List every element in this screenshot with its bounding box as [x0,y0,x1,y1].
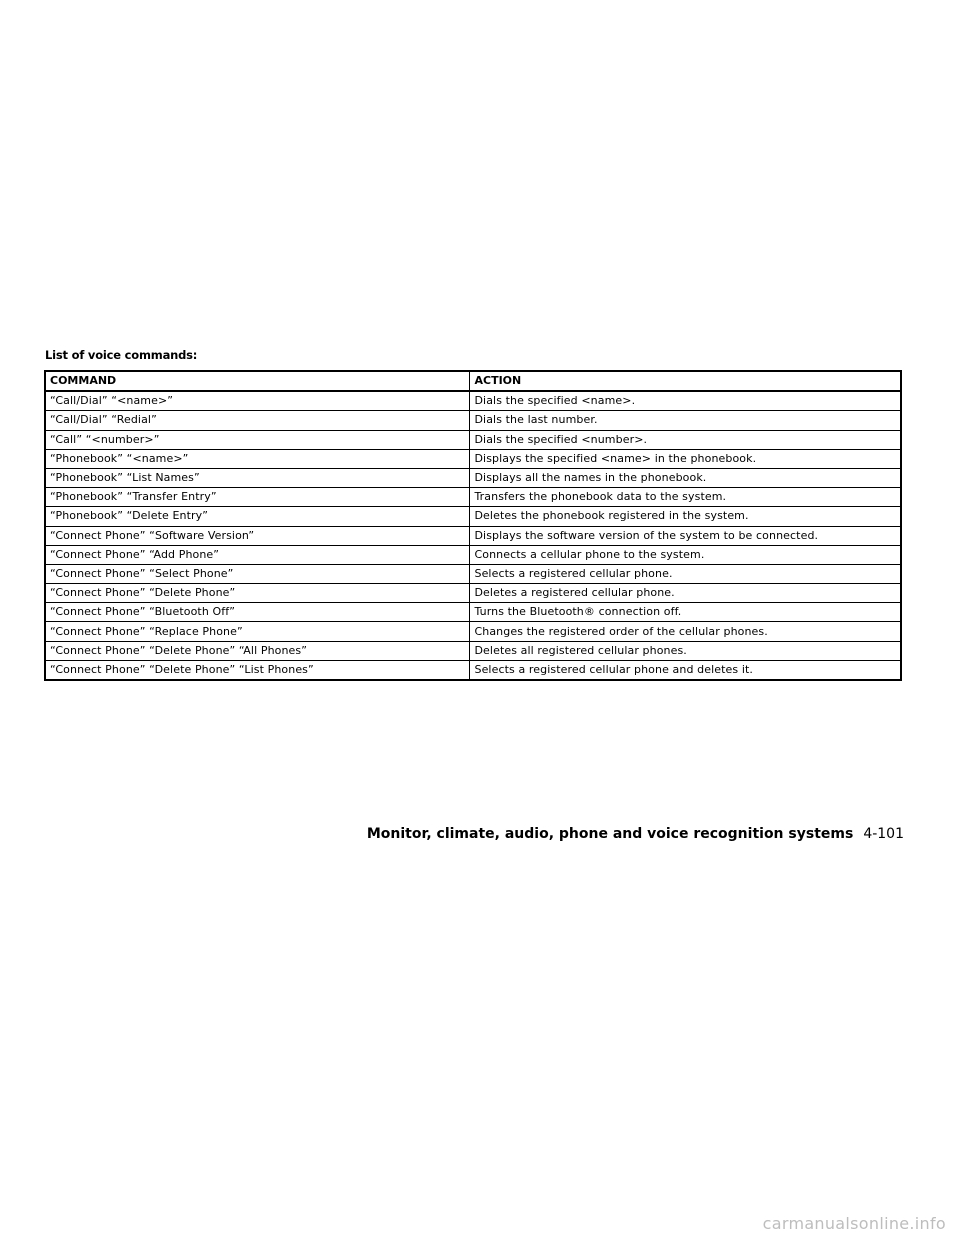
action-cell: Transfers the phonebook data to the system. [470,488,901,507]
table-row [45,391,901,411]
command-cell: “Call/Dial” “Redial” [45,411,470,430]
section-title: List of voice commands: [45,348,198,362]
action-cell: Turns the Bluetooth® connection off. [470,603,901,622]
table-row [45,641,901,660]
action-cell: Changes the registered order of the cellular phones. [470,622,901,641]
command-cell: “Connect Phone” “Bluetooth Off” [45,603,470,622]
command-cell: “Connect Phone” “Delete Phone” “All Phones” [45,641,470,660]
action-cell: Selects a registered cellular phone. [470,564,901,583]
action-cell: Displays all the names in the phonebook. [470,468,901,487]
table-row [45,449,901,468]
action-cell: Dials the specified <name>. [470,391,901,411]
table-row [45,507,901,526]
command-cell: “Phonebook” “Delete Entry” [45,507,470,526]
column-header-command: COMMAND [45,371,470,391]
table-row [45,660,901,680]
chapter-title: Monitor, climate, audio, phone and voice recognition systems [366,826,854,842]
table-header-row [45,371,901,391]
action-cell: Selects a registered cellular phone and deletes it. [470,660,901,680]
action-cell: Deletes all registered cellular phones. [470,641,901,660]
action-cell: Displays the software version of the system to be connected. [470,526,901,545]
action-cell: Dials the specified <number>. [470,430,901,449]
command-cell: “Connect Phone” “Delete Phone” [45,584,470,603]
table-body [45,391,901,680]
table-row [45,411,901,430]
action-cell: Connects a cellular phone to the system. [470,545,901,564]
command-cell: “Connect Phone” “Select Phone” [45,564,470,583]
command-cell: “Call” “<number>” [45,430,470,449]
command-cell: “Phonebook” “<name>” [45,449,470,468]
column-header-action: ACTION [470,371,901,391]
action-cell: Deletes the phonebook registered in the system. [470,507,901,526]
page-number: 4-101 [863,826,904,842]
watermark: carmanualsonline.info [762,1214,946,1233]
page-footer [367,826,904,842]
voice-commands-table [44,370,902,681]
table-row [45,564,901,583]
table-row [45,545,901,564]
action-cell: Dials the last number. [470,411,901,430]
command-cell: “Phonebook” “List Names” [45,468,470,487]
command-cell: “Connect Phone” “Replace Phone” [45,622,470,641]
table-row [45,430,901,449]
table-row [45,603,901,622]
action-cell: Deletes a registered cellular phone. [470,584,901,603]
table-row [45,526,901,545]
table-row [45,488,901,507]
command-cell: “Phonebook” “Transfer Entry” [45,488,470,507]
command-cell: “Connect Phone” “Delete Phone” “List Phones” [45,660,470,680]
command-cell: “Call/Dial” “<name>” [45,391,470,411]
action-cell: Displays the specified <name> in the phonebook. [470,449,901,468]
table-row [45,622,901,641]
command-cell: “Connect Phone” “Software Version” [45,526,470,545]
table-row [45,468,901,487]
table-row [45,584,901,603]
command-cell: “Connect Phone” “Add Phone” [45,545,470,564]
